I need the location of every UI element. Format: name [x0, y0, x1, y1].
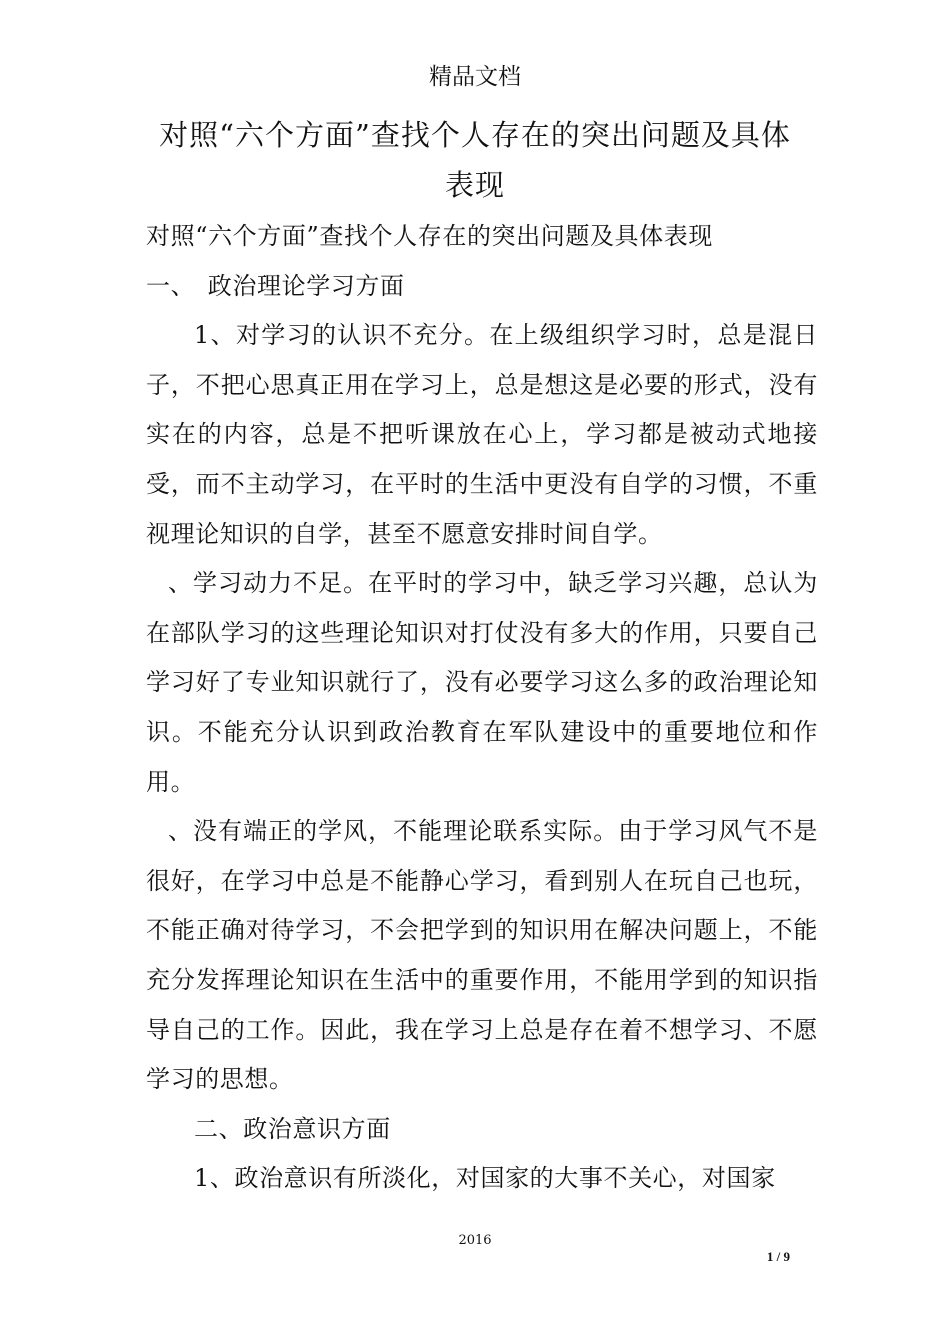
document-body — [146, 212, 818, 1204]
body-paragraph: 、没有端正的学风，不能理论联系实际。由于学习风气不是很好，在学习中总是不能静心学习，看到别人在玩自己也玩，不能正确对待学习，不会把学到的知识用在解决问题上，不能充分发挥理论知识在生活中的重要作用，不能用学到的知识指导自己的工作。因此，我在学习上总是存在着不想学习、不愿学习的思想。 — [146, 817, 818, 1094]
body-paragraph: 1、对学习的认识不充分。在上级组织学习时，总是混日子，不把心思真正用在学习上，总是想这是必要的形式，没有实在的内容，总是不把听课放在心上，学习都是被动式地接受，而不主动学习，在平时的生活中更没有自学的习惯，不重视理论知识的自学，甚至不愿意安排时间自学。 — [146, 321, 818, 548]
section-heading-1: 一、 政治理论学习方面 — [146, 271, 405, 300]
page-number: 1 / 9 — [766, 1249, 790, 1264]
page-header: 精品文档 — [429, 64, 521, 90]
document-title: 对照“六个方面”查找个人存在的突出问题及具体表现 — [159, 118, 791, 202]
body-paragraph-heading: 对照“六个方面”查找个人存在的突出问题及具体表现 — [146, 222, 713, 250]
body-paragraph: 、学习动力不足。在平时的学习中，缺乏学习兴趣，总认为在部队学习的这些理论知识对打仗没有多大的作用，只要自己学习好了专业知识就行了，没有必要学习这么多的政治理论知识。不能充分认识到政治教育在军队建设中的重要地位和作用。 — [146, 569, 818, 796]
footer-year: 2016 — [458, 1233, 492, 1248]
section-heading-2: 二、政治意识方面 — [194, 1114, 391, 1143]
body-paragraph: 1、政治意识有所淡化，对国家的大事不关心，对国家 — [194, 1164, 776, 1193]
